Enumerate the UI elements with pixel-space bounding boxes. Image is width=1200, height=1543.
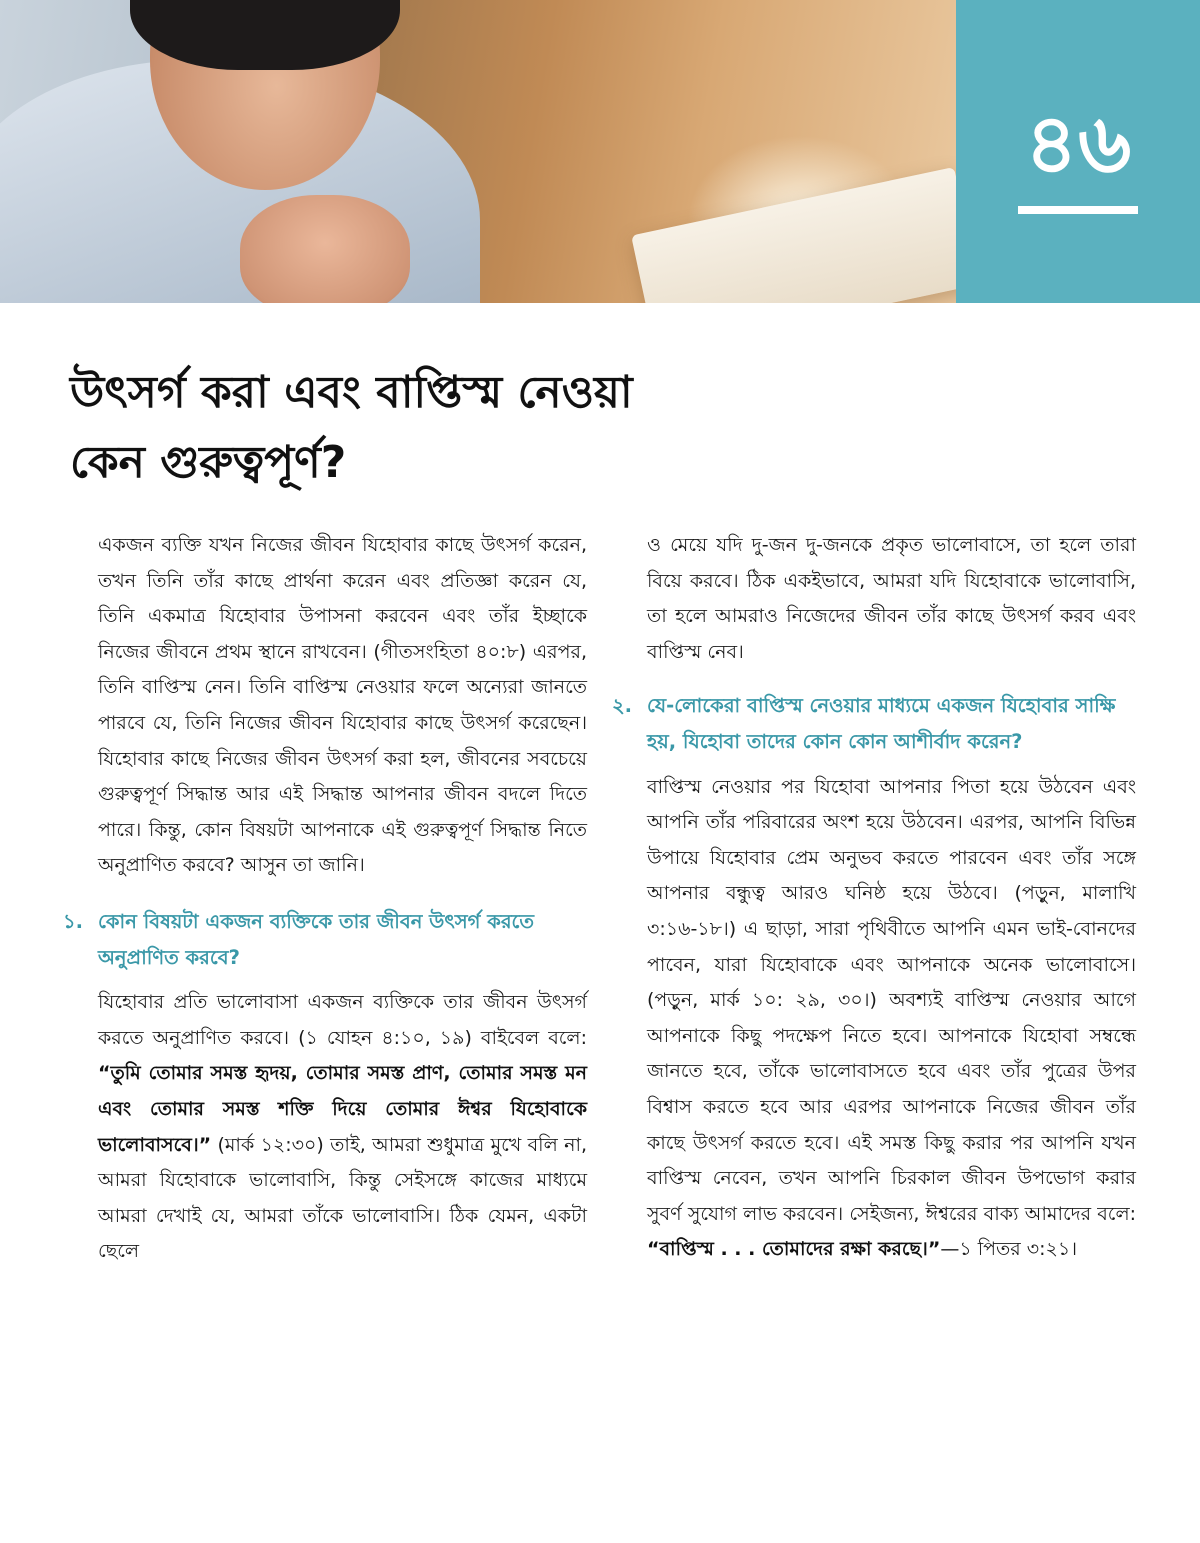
section-1-text-a: যিহোবার প্রতি ভালোবাসা একজন ব্যক্তিকে তার জীবন উৎসর্গ করতে অনুপ্রাণিত করবে। (১ যোহন ৪:১০, ১৯) বাইবেল বলে: bbox=[98, 991, 587, 1049]
section-1-heading-text: কোন বিষয়টা একজন ব্যক্তিকে তার জীবন উৎসর্গ করতে অনুপ্রাণিত করবে? bbox=[98, 909, 535, 969]
section-1-text-b: (মার্ক ১২:৩০) তাই, আমরা শুধুমাত্র মুখে বলি না, আমরা যিহোবাকে ভালোবাসি, কিন্তু সেইসঙ্গে কাজের মাধ্যমে আমরা দেখাই যে, আমরা তাঁকে ভালোবাসি। ঠিক যেমন, একটা ছেলে bbox=[98, 1133, 587, 1263]
section-2-number: ২. bbox=[612, 694, 633, 718]
section-1-number: ১. bbox=[63, 909, 84, 933]
lesson-number: ৪৬ bbox=[1024, 97, 1132, 192]
section-1-quote: “তুমি তোমার সমস্ত হৃদয়, তোমার সমস্ত প্রাণ, তোমার সমস্ত মন এবং তোমার সমস্ত শক্তি দিয়ে তোমার ঈশ্বর যিহোবাকে ভালোবাসবে।” bbox=[98, 1062, 587, 1156]
left-column bbox=[63, 528, 587, 1270]
right-column bbox=[612, 528, 1136, 1268]
section-1-paragraph bbox=[63, 985, 587, 1270]
section-2-quote: “বাপ্তিস্ম . . . তোমাদের রক্ষা করছে।” bbox=[647, 1238, 941, 1261]
section-1-continued: ও মেয়ে যদি দু-জন দু-জনকে প্রকৃত ভালোবাসে, তা হলে তারা বিয়ে করবে। ঠিক একইভাবে, আমরা যদি যিহোবাকে ভালোবাসি, তা হলে আমরাও নিজেদের জীবন তাঁর কাছে উৎসর্গ করব এবং বাপ্তিস্ম নেব। bbox=[647, 534, 1136, 663]
intro-paragraph: একজন ব্যক্তি যখন নিজের জীবন যিহোবার কাছে উৎসর্গ করেন, তখন তিনি তাঁর কাছে প্রার্থনা করেন এবং প্রতিজ্ঞা করেন যে, তিনি একমাত্র যিহোবার উপাসনা করবেন এবং তাঁর ইচ্ছাকে নিজের জীবনে প্রথম স্থানে রাখবেন। (গীতসংহিতা ৪০:৮) এরপর, তিনি বাপ্তিস্ম নেন। তিনি বাপ্তিস্ম নেওয়ার ফলে অন্যেরা জানতে পারবে যে, তিনি নিজের জীবন যিহোবার কাছে উৎসর্গ করেছেন। যিহোবার কাছে নিজের জীবন উৎসর্গ করা হল, জীবনের সবচেয়ে গুরুত্বপূর্ণ সিদ্ধান্ত আর এই সিদ্ধান্ত আপনার জীবন বদলে দিতে পারে। কিন্তু, কোন বিষয়টা আপনাকে এই গুরুত্বপূর্ণ সিদ্ধান্ত নিতে অনুপ্রাণিত করবে? আসুন তা জানি। bbox=[98, 534, 587, 877]
lesson-number-box bbox=[956, 0, 1200, 303]
section-1-heading bbox=[63, 904, 587, 975]
header-photo bbox=[0, 0, 956, 303]
section-2-text-b: —১ পিতর ৩:২১। bbox=[940, 1238, 1078, 1261]
lesson-number-underline bbox=[1018, 206, 1138, 214]
page-title: উৎসর্গ করা এবং বাপ্তিস্ম নেওয়া কেন গুরুত্বপূর্ণ? bbox=[70, 367, 633, 488]
photo-hands bbox=[240, 195, 410, 303]
section-2-text-a: বাপ্তিস্ম নেওয়ার পর যিহোবা আপনার পিতা হয়ে উঠবেন এবং আপনি তাঁর পরিবারের অংশ হয়ে উঠবেন। এরপর, আপনি বিভিন্ন উপায়ে যিহোবার প্রেম অনুভব করতে পারবেন এবং তাঁর সঙ্গে আপনার বন্ধুত্ব আরও ঘনিষ্ঠ হয়ে উঠবে। (পড়ুন, মালাখি ৩:১৬-১৮।) এ ছাড়া, সারা পৃথিবীতে আপনি এমন ভাই-বোনদের পাবেন, যারা যিহোবাকে এবং আপনাকে অনেক ভালোবাসে। (পড়ুন, মার্ক ১০: ২৯, ৩০।) অবশ্যই বাপ্তিস্ম নেওয়ার আগে আপনাকে কিছু পদক্ষেপ নিতে হবে। আপনাকে যিহোবা সম্বন্ধে জানতে হবে, তাঁকে ভালোবাসতে হবে এবং তাঁর পুত্রের উপর বিশ্বাস করতে হবে আর এরপর আপনাকে নিজের জীবন তাঁর কাছে উৎসর্গ করতে হবে। এই সমস্ত কিছু করার পর আপনি যখন বাপ্তিস্ম নেবেন, তখন আপনি চিরকাল জীবন উপভোগ করার সুবর্ণ সুযোগ লাভ করবেন। সেইজন্য, ঈশ্বরের বাক্য আমাদের বলে: bbox=[647, 775, 1136, 1225]
photo-book bbox=[631, 167, 956, 303]
section-2-heading-text: যে-লোকেরা বাপ্তিস্ম নেওয়ার মাধ্যমে একজন যিহোবার সাক্ষি হয়, যিহোবা তাদের কোন কোন আশীর্বাদ করেন? bbox=[647, 694, 1116, 753]
section-2-paragraph bbox=[612, 770, 1136, 1268]
section-2-heading bbox=[612, 688, 1136, 759]
